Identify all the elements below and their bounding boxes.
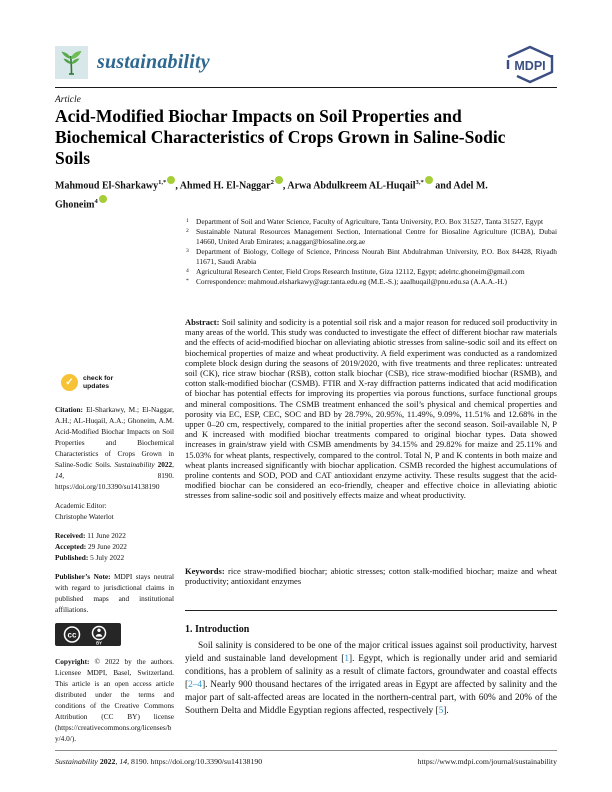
- author-affil-marker: 1,*: [158, 179, 167, 186]
- copyright-label: Copyright:: [55, 657, 90, 666]
- affiliation-text: Sustainable Natural Resources Management Section, International Centre for Biosaline Agriculture (ICBA), Dubai 14660, United Arab Emirates; a.naggar@biosaline.org.ae: [196, 227, 557, 246]
- keywords-divider: [185, 610, 557, 611]
- received-value: 11 June 2022: [85, 531, 126, 540]
- publishers-note-text: MDPI stays neutral with regard to jurisdictional claims in published maps and institutional affiliations.: [55, 572, 174, 614]
- footer: [55, 757, 557, 766]
- received-label: Received:: [55, 531, 86, 540]
- citation-sep: ,: [172, 460, 174, 469]
- check-for-updates-button[interactable]: [61, 374, 174, 391]
- cc-icon: cc: [67, 630, 77, 640]
- citation-ref[interactable]: 1: [344, 654, 350, 664]
- affiliation-text: Department of Soil and Water Science, Faculty of Agriculture, Tanta University, P.O. Box 31527, Tanta 31527, Egypt: [196, 217, 544, 226]
- keywords-text: rice straw-modified biochar; abiotic stresses; cotton stalk-modified biochar; maize and wheat productivity; antioxidant enzymes: [185, 566, 557, 587]
- footer-doi[interactable]: , 8190. https://doi.org/10.3390/su14138190: [127, 757, 263, 766]
- affiliation-item: [185, 227, 557, 247]
- keywords-label: Keywords:: [185, 566, 225, 576]
- intro-text: ]. Nearly 900 thousand hectares of the irrigated areas in Egypt are affected by salinity and the major part of salt-affected areas are located in the northern-central part, with 60% and 20% of the Southern Delta and Middle Egyptian regions affected, respectively [: [185, 680, 557, 716]
- academic-editor-name: Christophe Waterlot: [55, 512, 114, 521]
- academic-editor-block: [55, 500, 174, 522]
- received-date: [55, 530, 174, 541]
- paper-title: Acid-Modified Biochar Impacts on Soil Properties and Biochemical Characteristics of Crops Grown in Saline-Sodic Soils: [55, 106, 506, 168]
- academic-editor-label: Academic Editor:: [55, 501, 107, 510]
- citation-doi[interactable]: , 8190. https://doi.org/10.3390/su14138190: [55, 471, 174, 491]
- footer-citation: [55, 757, 262, 766]
- affiliation-item: [185, 217, 557, 227]
- affiliation-text: Agricultural Research Center, Field Crops Research Institute, Giza 12112, Egypt; adelrtc.ghoneim@gmail.com: [196, 267, 525, 276]
- author-name: Arwa Abdulkreem AL-Huqail: [287, 180, 416, 192]
- abstract: [185, 317, 557, 501]
- mdpi-logo-text: MDPI: [514, 59, 546, 73]
- abstract-text: Soil salinity and sodicity is a potential soil risk and a major reason for reduced soil productivity in many areas of the world. This study was conducted to investigate the effect of different biochar raw materials and the effects of acid-modified biochar on alleviating abiotic stresses from saline-sodic soil and its effect on biochemical properties of maize and wheat productivity. A field experiment was conducted as a randomized complete block design during the seasons of 2019/2020, with five treatments and three replicates: untreated soil (CK), rice straw biochar (RSB), cotton stalk biochar (CSB), rice straw-modified biochar (RSMB), and cotton stalk-modified biochar (CSMB). FTIR and X-ray diffraction patterns indicated that acid modification of biochar has potential effects for improving its properties via porous functions, surface functional groups and mineral compositions. The CSMB treatment enhanced the soil’s physical and chemical properties and porosity via EC, ESP, CEC, SOC and BD by 28.79%, 20.95%, 11.49%, 9.09%, 11.51% and 12.68% in the upper 0–20 cm, respectively, compared to the initial properties after the second season. Soil-available N, P and K increased with modified biochar treatments compared to original biochar types. Data showed increases in grain/straw yield with CSMB amendments by 34.15% and 29.82% for maize and 25.11% and 15.03% for wheat plants, respectively, compared to the control. Total N, P and K contents in both maize and wheat plants increased significantly with biochar application. CSMB recorded the highest accumulations of proline contents and SOD, POD and CAT antioxidant enzyme activity. These results suggest that the acid-modified biochar can be considered an eco-friendly, cheaper and effective choice in alleviating abiotic stresses from saline-sodic soil and positively effects maize and wheat productivity.: [185, 317, 557, 501]
- accepted-label: Accepted:: [55, 542, 87, 551]
- citation-journal: Sustainability: [114, 460, 155, 469]
- author-separator: ,: [175, 180, 180, 192]
- citation-label: Citation:: [55, 405, 83, 414]
- check-updates-line2: updates: [83, 382, 110, 390]
- citation-block: [55, 404, 174, 492]
- intro-text: Soil salinity is considered to be one of the major critical issues against soil productivity, harvest yield and sustainable land development [: [185, 641, 557, 664]
- affiliation-number: 4: [186, 268, 189, 274]
- author-name: Ahmed H. El-Naggar: [179, 180, 271, 192]
- author-affil-marker: 4: [94, 198, 98, 206]
- article-type-label: Article: [55, 95, 81, 105]
- intro-text: ]. Egypt, which is regionally under arid and semiarid conditions, has a problem of salinity as a result of climate factors, groundwater and coastal effects [: [185, 654, 557, 690]
- sidebar: [55, 374, 174, 752]
- correspondence-text[interactable]: Correspondence: mahmoud.elsharkawy@agr.tanta.edu.eg (M.E.-S.); aaalhuqail@pnu.edu.sa (A.A.A.-H.): [196, 277, 507, 286]
- affiliation-item: [185, 267, 557, 277]
- footer-journal: Sustainability: [55, 757, 98, 766]
- author-name: and Adel M. Ghoneim: [55, 180, 488, 211]
- author-affil-marker: 3,*: [415, 179, 424, 186]
- orcid-icon[interactable]: [425, 176, 433, 184]
- abstract-label: Abstract:: [185, 317, 220, 327]
- accepted-date: [55, 541, 174, 552]
- citation-year: 2022: [154, 460, 173, 469]
- published-date: [55, 552, 174, 563]
- correspondence-line: [185, 277, 557, 287]
- affiliation-item: [185, 247, 557, 267]
- affiliation-number: 2: [186, 228, 189, 234]
- cc-by-license-badge[interactable]: [55, 623, 174, 649]
- sustainability-plant-icon: [55, 46, 88, 79]
- footer-volume: 14: [119, 757, 128, 766]
- dates-block: [55, 530, 174, 563]
- footer-year: 2022: [97, 757, 116, 766]
- citation-volume: 14: [55, 471, 63, 480]
- journal-name: sustainability: [97, 51, 210, 73]
- check-updates-line1: check for: [83, 375, 114, 382]
- citation-ref[interactable]: 2–4: [188, 680, 203, 690]
- footer-sep: ,: [115, 757, 120, 766]
- copyright-text: © 2022 by the authors. Licensee MDPI, Basel, Switzerland. This article is an open access article distributed under the terms and conditions of the Creative Commons Attribution (CC BY) license (https://creativecommons.org/licenses/by/4.0/).: [55, 657, 174, 743]
- published-value: 5 July 2022: [88, 553, 125, 562]
- orcid-icon[interactable]: [99, 195, 107, 203]
- intro-text: ].: [443, 706, 449, 716]
- affiliation-text: Department of Biology, College of Science, Princess Nourah Bint Abdulrahman University, P.O. Box 84428, Riyadh 11671, Saudi Arabia: [196, 247, 557, 266]
- footer-journal-url[interactable]: https://www.mdpi.com/journal/sustainability: [417, 757, 557, 766]
- journal-logo: [55, 46, 210, 79]
- citation-ref[interactable]: 5: [438, 706, 444, 716]
- section-introduction: [185, 624, 557, 718]
- check-for-updates-label: [83, 375, 113, 390]
- mdpi-logo[interactable]: [503, 44, 557, 86]
- orcid-icon[interactable]: [275, 176, 283, 184]
- publishers-note: [55, 571, 174, 615]
- affiliations: [185, 217, 557, 287]
- author-separator: ,: [282, 180, 288, 192]
- section-heading: 1. Introduction: [185, 624, 250, 635]
- citation-text: El-Sharkawy, M.; El-Naggar, A.H.; AL-Huqail, A.A.; Ghoneim, A.M. Acid-Modified Biochar Impacts on Soil Properties and Biochemical Characteristics of Crops Grown in Saline-Sodic Soils.: [55, 405, 174, 469]
- intro-paragraph: [185, 640, 557, 718]
- publishers-note-label: Publisher’s Note:: [55, 572, 111, 581]
- header-rule: [55, 87, 557, 88]
- by-icon-label: BY: [96, 640, 102, 646]
- checkmark-icon: ✓: [61, 374, 78, 391]
- keywords: [185, 566, 557, 586]
- copyright-block: [55, 656, 174, 744]
- authors-line: [55, 175, 505, 214]
- correspondence-marker: *: [186, 278, 189, 284]
- author-name: Mahmoud El-Sharkawy: [55, 180, 159, 192]
- footer-rule: [55, 750, 557, 751]
- published-label: Published:: [55, 553, 89, 562]
- accepted-value: 29 June 2022: [86, 542, 127, 551]
- affiliation-number: 1: [186, 218, 189, 224]
- affiliation-number: 3: [186, 248, 189, 254]
- author-affil-marker: 2: [270, 179, 274, 186]
